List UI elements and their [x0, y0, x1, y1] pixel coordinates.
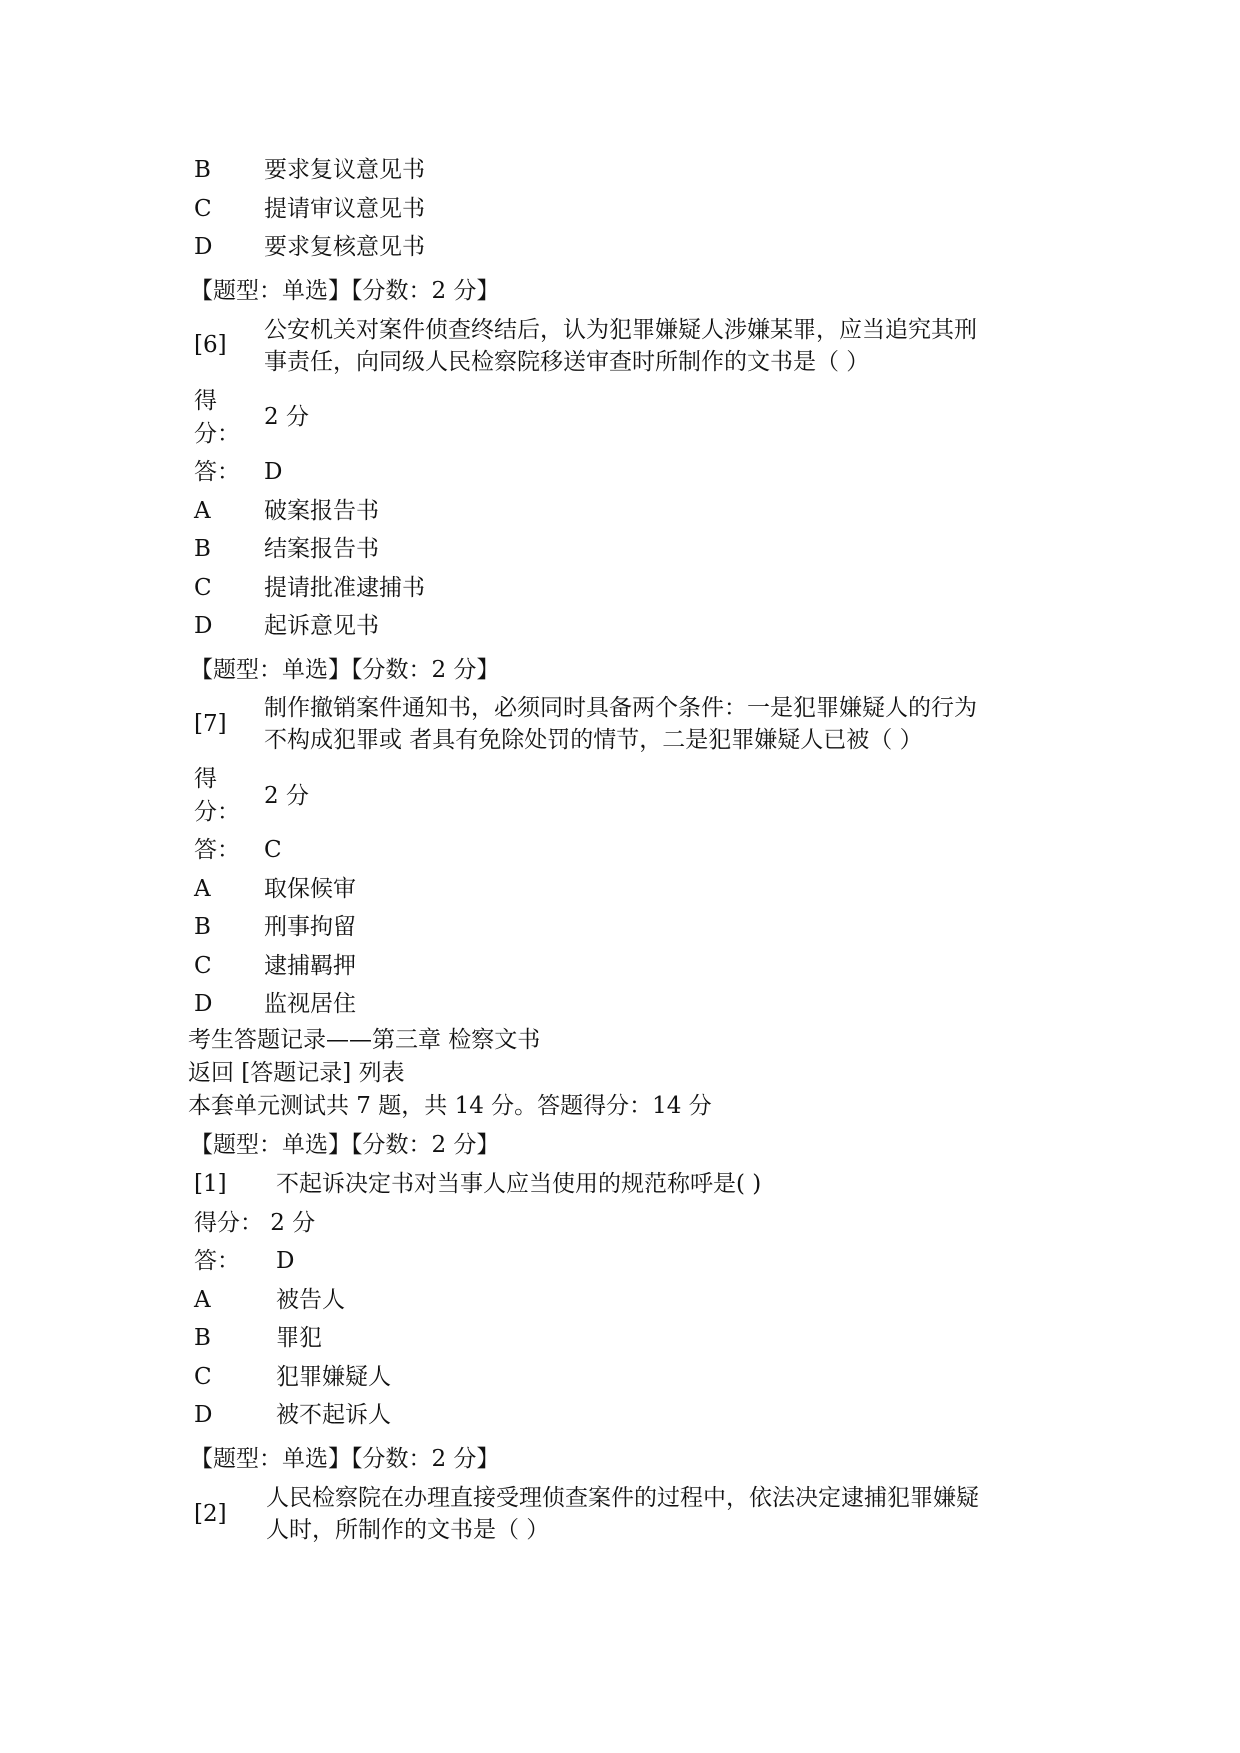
- option-letter: A: [194, 498, 211, 524]
- answer-label: 答：: [194, 459, 240, 485]
- question-meta: 【题型：单选】【分数：2 分】: [190, 278, 500, 304]
- question-text-line-2: 人时，所制作的文书是（ ）: [266, 1517, 550, 1543]
- option-letter: A: [194, 876, 211, 902]
- question-number: [7]: [194, 711, 227, 737]
- option-letter: D: [194, 613, 213, 639]
- section-title: 考生答题记录——第三章 检察文书: [188, 1027, 541, 1053]
- option-text: 提请审议意见书: [264, 196, 425, 222]
- answer-value: D: [264, 459, 283, 485]
- option-letter: C: [194, 196, 212, 222]
- option-text: 刑事拘留: [264, 914, 356, 940]
- option-text: 被不起诉人: [276, 1402, 391, 1428]
- option-text: 起诉意见书: [264, 613, 379, 639]
- option-text: 监视居住: [264, 991, 356, 1017]
- question-text-line-2: 事责任，向同级人民检察院移送审查时所制作的文书是（ ）: [264, 349, 870, 375]
- answer-label: 答：: [194, 837, 240, 863]
- question-text-line-1: 制作撤销案件通知书，必须同时具备两个条件：一是犯罪嫌疑人的行为: [264, 695, 977, 721]
- test-summary: 本套单元测试共 7 题，共 14 分。答题得分：14 分: [188, 1093, 712, 1119]
- option-letter: C: [194, 1364, 212, 1390]
- score-label: 得: [194, 388, 217, 414]
- question-text: 不起诉决定书对当事人应当使用的规范称呼是( ): [276, 1171, 762, 1197]
- score-line: 得分： 2 分: [194, 1210, 316, 1236]
- option-text: 结案报告书: [264, 536, 379, 562]
- option-text: 提请批准逮捕书: [264, 575, 425, 601]
- question-text-line-1: 人民检察院在办理直接受理侦查案件的过程中，依法决定逮捕犯罪嫌疑: [266, 1485, 979, 1511]
- option-letter: D: [194, 234, 213, 260]
- score-value: 2 分: [264, 404, 309, 430]
- option-letter: D: [194, 991, 213, 1017]
- option-letter: B: [194, 914, 211, 940]
- score-label: 分：: [194, 421, 240, 447]
- answer-value: D: [276, 1248, 295, 1274]
- question-meta: 【题型：单选】【分数：2 分】: [190, 1446, 500, 1472]
- answer-label: 答：: [194, 1248, 240, 1274]
- option-letter: C: [194, 953, 212, 979]
- option-text: 取保候审: [264, 876, 356, 902]
- option-text: 逮捕羁押: [264, 953, 356, 979]
- option-letter: B: [194, 1325, 211, 1351]
- score-label: 得: [194, 766, 217, 792]
- answer-value: C: [264, 837, 282, 863]
- option-letter: C: [194, 575, 212, 601]
- score-label: 分：: [194, 799, 240, 825]
- question-meta: 【题型：单选】【分数：2 分】: [190, 657, 500, 683]
- question-text-line-2: 不构成犯罪或 者具有免除处罚的情节，二是犯罪嫌疑人已被（ ）: [264, 727, 923, 753]
- option-text: 犯罪嫌疑人: [276, 1364, 391, 1390]
- question-number: [2]: [194, 1501, 227, 1527]
- option-letter: B: [194, 157, 211, 183]
- question-number: [1]: [194, 1171, 227, 1197]
- option-text: 罪犯: [276, 1325, 322, 1351]
- option-letter: B: [194, 536, 211, 562]
- question-meta: 【题型：单选】【分数：2 分】: [190, 1132, 500, 1158]
- score-value: 2 分: [264, 783, 309, 809]
- question-number: [6]: [194, 332, 227, 358]
- question-text-line-1: 公安机关对案件侦查终结后，认为犯罪嫌疑人涉嫌某罪，应当追究其刑: [264, 317, 977, 343]
- back-to-records-link[interactable]: 返回 [答题记录] 列表: [188, 1060, 405, 1086]
- option-letter: D: [194, 1402, 213, 1428]
- option-text: 要求复核意见书: [264, 234, 425, 260]
- option-text: 破案报告书: [264, 498, 379, 524]
- option-text: 要求复议意见书: [264, 157, 425, 183]
- option-letter: A: [194, 1287, 211, 1313]
- option-text: 被告人: [276, 1287, 345, 1313]
